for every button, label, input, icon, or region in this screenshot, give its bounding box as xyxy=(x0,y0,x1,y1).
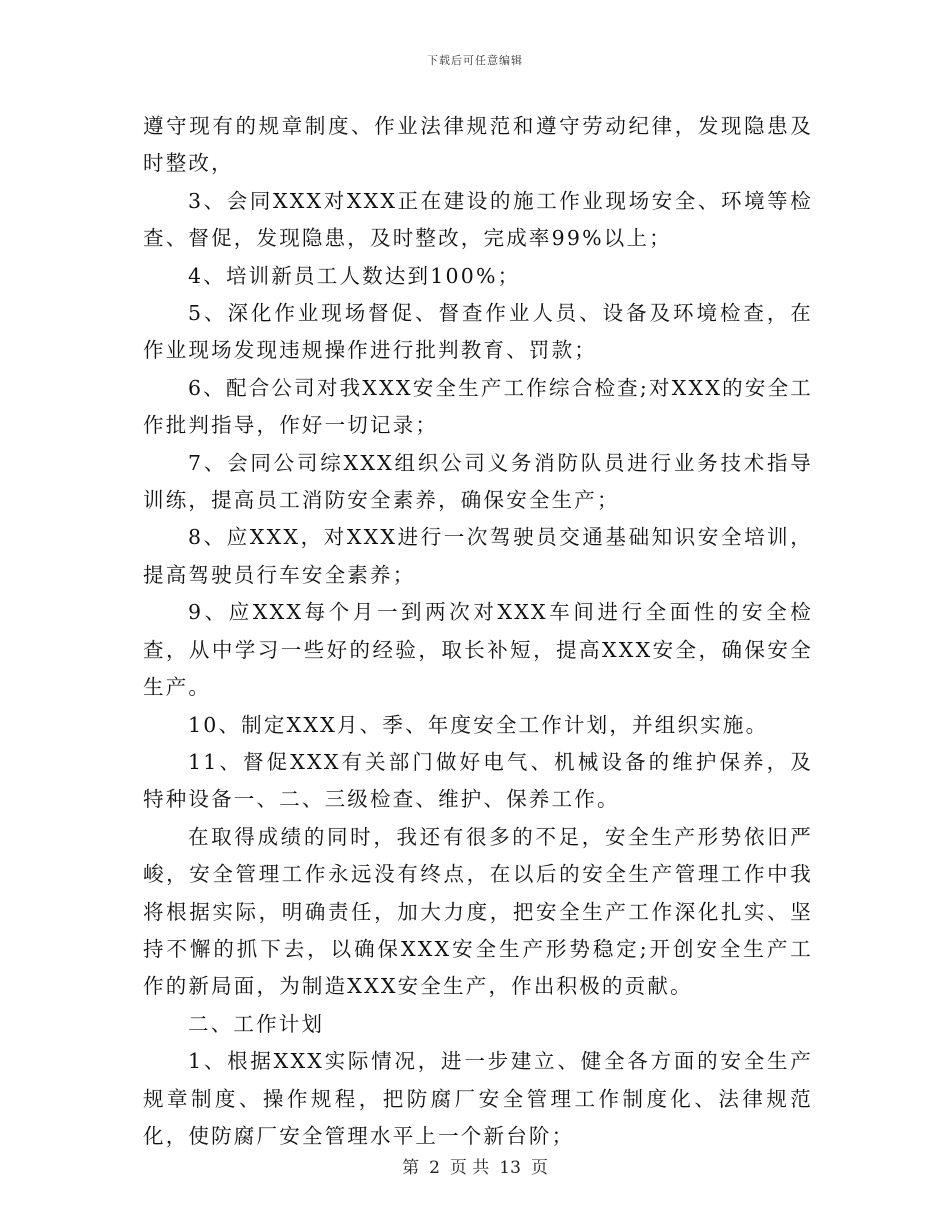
paragraph-1: 遵守现有的规章制度、作业法律规范和遵守劳动纪律，发现隐患及时整改， xyxy=(143,114,813,176)
section-heading: 二、工作计划 xyxy=(188,1011,325,1036)
footer-middle: 页 共 xyxy=(449,1158,490,1178)
paragraph-10: 11、督促XXX有关部门做好电气、机械设备的维护保养，及特种设备一、二、三级检查、维护、保养工作。 xyxy=(143,749,813,812)
paragraph-2: 3、会同XXX对XXX正在建设的施工作业现场安全、环境等检查、督促，发现隐患，及时整改，完成率99%以上； xyxy=(143,188,813,251)
paragraph-3: 4、培训新员工人数达到100%； xyxy=(188,263,521,288)
paragraph-9: 10、制定XXX月、季、年度安全工作计划，并组织实施。 xyxy=(188,712,769,737)
paragraph-5: 6、配合公司对我XXX安全生产工作综合检查;对XXX的安全工作批判指导，作好一切记录； xyxy=(143,375,813,438)
page-header: 下载后可任意编辑 xyxy=(427,54,523,67)
footer-prefix: 第 xyxy=(402,1158,420,1178)
page-footer xyxy=(0,1153,950,1178)
footer-suffix: 页 xyxy=(530,1158,548,1178)
paragraph-11: 在取得成绩的同时，我还有很多的不足，安全生产形势依旧严峻，安全管理工作永远没有终点，在以后的安全生产管理工作中我将根据实际，明确责任，加大力度，把安全生产工作深化扎实、坚持不懈的抓下去，以确保XXX安全生产形势稳定;开创安全生产工作的新局面，为制造XXX安全生产，作出积极的贡献。 xyxy=(143,824,813,999)
paragraph-6: 7、会同公司综XXX组织公司义务消防队员进行业务技术指导训练，提高员工消防安全素养，确保安全生产； xyxy=(143,450,813,513)
paragraph-7: 8、应XXX，对XXX进行一次驾驶员交通基础知识安全培训，提高驾驶员行车安全素养； xyxy=(143,525,813,587)
paragraph-8: 9、应XXX每个月一到两次对XXX车间进行全面性的安全检查，从中学习一些好的经验，取长补短，提高XXX安全，确保安全生产。 xyxy=(143,600,813,700)
footer-total-pages: 13 xyxy=(499,1158,521,1178)
document-body xyxy=(143,108,813,1155)
paragraph-4: 5、深化作业现场督促、督查作业人员、设备及环境检查，在作业现场发现违规操作进行批判教育、罚款； xyxy=(143,301,813,363)
paragraph-13: 1、根据XXX实际情况，进一步建立、健全各方面的安全生产规章制度、操作规程，把防腐厂安全管理工作制度化、法律规范化，使防腐厂安全管理水平上一个新台阶； xyxy=(143,1049,813,1148)
footer-page-number: 2 xyxy=(429,1158,440,1178)
